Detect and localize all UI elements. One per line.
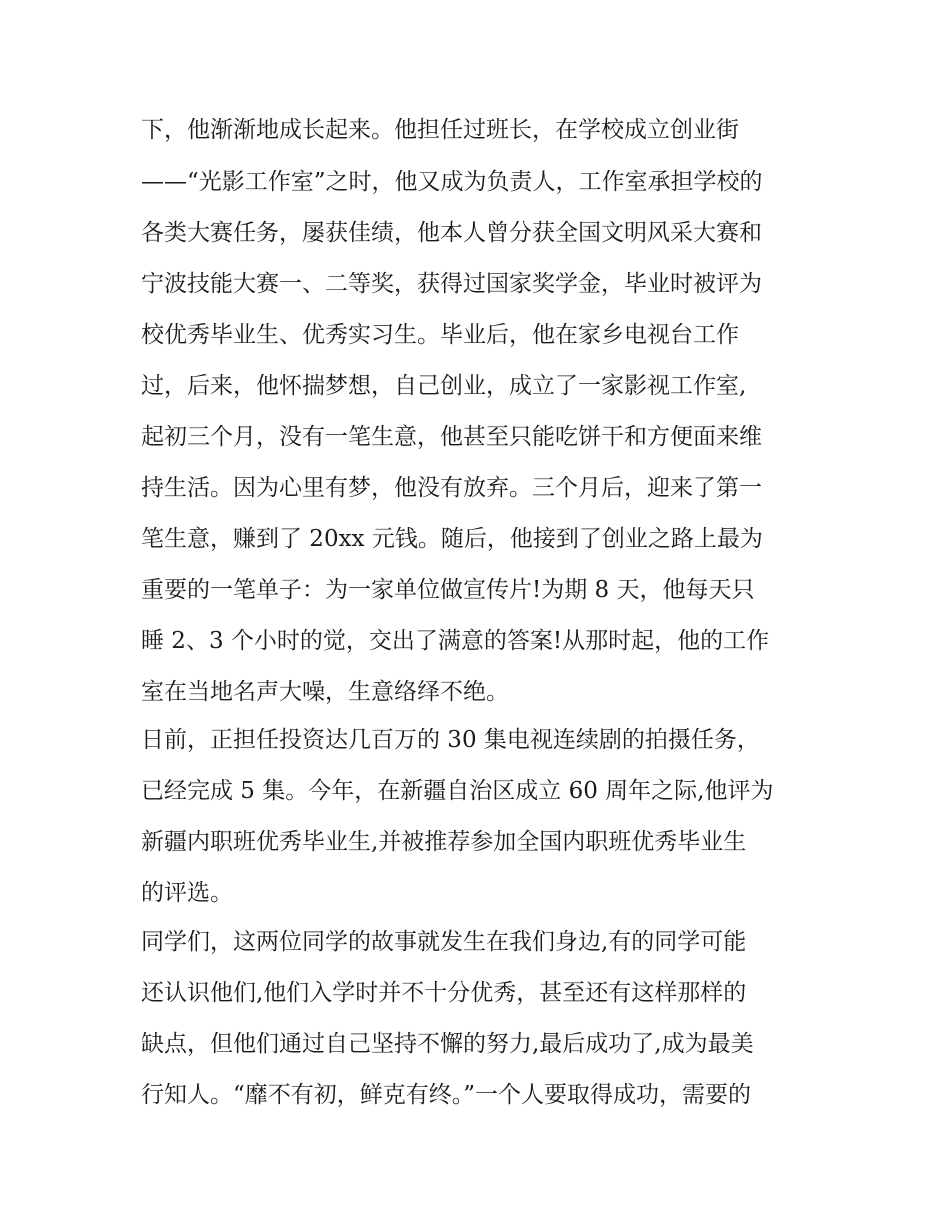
text-line: ——“光影工作室”之时，他又成为负责人，工作室承担学校的 — [141, 169, 763, 195]
text-line: 已经完成 5 集。今年，在新疆自治区成立 60 周年之际,他评为 — [141, 778, 774, 804]
text-line: 的评选。 — [141, 880, 233, 906]
text-line: 日前，正担任投资达几百万的 30 集电视连续剧的拍摄任务， — [141, 727, 760, 753]
text-line: 校优秀毕业生、优秀实习生。毕业后，他在家乡电视台工作 — [141, 322, 739, 348]
text-line: 缺点，但他们通过自己坚持不懈的努力,最后成功了,成为最美 — [141, 1031, 754, 1057]
text-line: 室在当地名声大噪，生意络绎不绝。 — [141, 679, 509, 705]
text-line: 过，后来，他怀揣梦想，自己创业，成立了一家影视工作室, — [141, 373, 747, 399]
text-line: 持生活。因为心里有梦，他没有放弃。三个月后，迎来了第一 — [141, 475, 762, 501]
text-line: 各类大赛任务，屡获佳绩，他本人曾分获全国文明风采大赛和 — [141, 220, 762, 246]
text-line: 还认识他们,他们入学时并不十分优秀，甚至还有这样那样的 — [141, 980, 747, 1006]
text-line: 起初三个月，没有一笔生意，他甚至只能吃饼干和方便面来维 — [141, 424, 762, 450]
text-line: 行知人。“靡不有初，鲜克有终。”一个人要取得成功，需要的 — [141, 1082, 752, 1108]
text-line: 下，他渐渐地成长起来。他担任过班长，在学校成立创业街 — [141, 117, 739, 143]
text-line: 宁波技能大赛一、二等奖，获得过国家奖学金，毕业时被评为 — [141, 271, 762, 297]
text-line: 新疆内职班优秀毕业生,并被推荐参加全国内职班优秀毕业生 — [141, 829, 747, 855]
text-line: 睡 2、3 个小时的觉，交出了满意的答案!从那时起，他的工作 — [141, 628, 770, 654]
text-line: 重要的一笔单子：为一家单位做宣传片!为期 8 天，他每天只 — [141, 577, 755, 603]
text-line: 笔生意，赚到了 20xx 元钱。随后，他接到了创业之路上最为 — [141, 526, 763, 552]
text-line: 同学们，这两位同学的故事就发生在我们身边,有的同学可能 — [141, 929, 747, 955]
